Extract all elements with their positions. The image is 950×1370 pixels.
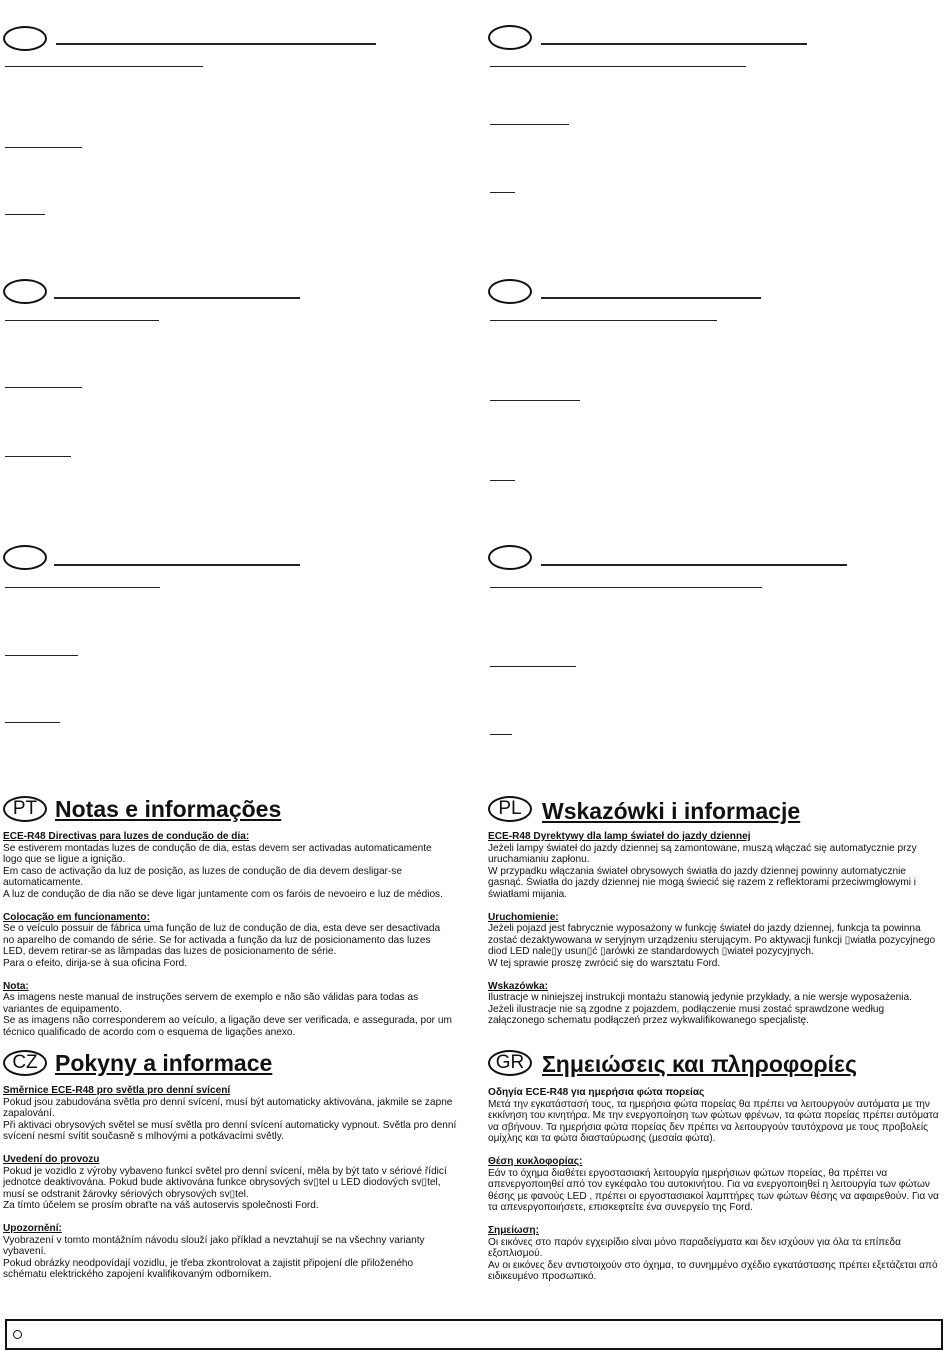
notice-block [3,831,453,901]
subheading-line-placeholder [490,666,576,667]
paragraph: Jeżeli ilustracje nie są zgodne z pojazdem, podłączenie musi zostać sprawdzone według załączonego schematu podłączeń przez wykwalifikowanego specjalistę. [488,1003,885,1027]
subheading-line-placeholder [5,66,203,67]
subheading-line-placeholder [490,66,746,67]
section-body-gr [488,1087,944,1294]
notice-block [3,1154,458,1212]
subheading-line-placeholder [5,387,82,388]
subheading-line-placeholder [5,456,71,457]
notice-block [488,981,940,1027]
subheading-line-placeholder [490,320,717,321]
language-badge-placeholder [488,25,532,50]
language-badge-pt: PT [3,796,47,822]
paragraph: Pokud obrázky neodpovídají vozidlu, je třeba zkontrolovat a zajistit připojení dle přiloženého schématu elektrického zapojení kvalifikovaným odborníkem. [3,1257,414,1281]
paragraph: Para o efeito, dirija-se à sua oficina Ford. [3,957,188,969]
block-heading: ECE-R48 Dyrektywy dla lamp świateł do jazdy dziennej [488,831,751,842]
section-body-cz [3,1085,458,1292]
paragraph: W tej sprawie proszę zwrócić się do warsztatu Ford. [488,957,721,969]
subheading-line-placeholder [490,734,512,735]
subheading-line-placeholder [5,655,78,656]
paragraph: Em caso de activação da luz de posição, as luzes de condução de dia devem desligar-se automaticamente. [3,865,402,889]
language-badge-placeholder [488,545,532,570]
block-heading: ECE-R48 Directivas para luzes de condução de dia: [3,831,250,842]
notice-block [488,831,940,901]
language-badge-cz: CZ [3,1050,47,1076]
paragraph: Vyobrazení v tomto montážním návodu slouží jako příklad a nevztahují se na všechny varianty vybavení. [3,1234,425,1258]
section-title-cz: Pokyny a informace [55,1050,273,1076]
heading-line-placeholder [541,564,847,566]
heading-line-placeholder [54,564,300,566]
paragraph: Jeżeli pojazd jest fabrycznie wyposażony w funkcję świateł do jazdy dziennej, funkcja ta powinna zostać dezaktywowana w seryjnym urządzeniu sterującym. Po aktywacji funkcji ▯wiatła pozycyjnego diod LED nale▯y usun▯ć ▯arówki ze standardowych ▯wiateł pozycyjnych. [488,923,936,958]
subheading-line-placeholder [490,400,580,401]
notice-block [3,1223,458,1281]
block-heading: Οδηγία ECE-R48 για ημερήσια φώτα πορείας [488,1087,705,1098]
subheading-line-placeholder [5,722,60,723]
paragraph: Za tímto účelem se prosím obraťte na váš autoservis společnosti Ford. [3,1200,319,1212]
paragraph: Εάν το όχημα διαθέτει εργοστασιακή λειτουργία ημερήσιων φώτων πορείας, θα πρέπει να απενεργοποιηθεί από τον εγκέφαλο του αυτοκινήτου. Για να ενεργοποιηθεί η λειτουργία των φώτων θέσης με φανούς LED , πρέπει οι εργοστασιακοί λαμπτήρες των φώτων θέσης να αφαιρεθούν. Για να τα απενεργοποιήσετε, επισκεφτείτε ένα συνεργείο της Ford. [488,1167,939,1214]
subheading-line-placeholder [490,480,515,481]
subheading-line-placeholder [490,124,569,125]
language-badge-placeholder [488,279,532,304]
block-heading: Upozornění: [3,1222,62,1234]
heading-line-placeholder [541,43,807,45]
subheading-line-placeholder [5,147,82,148]
notice-block [3,912,453,970]
subheading-line-placeholder [5,587,160,588]
paragraph: Ilustracje w niniejszej instrukcji montażu stanowią jedynie przykłady, a nie wersje wyposażenia. [488,992,912,1004]
block-heading: Σημείωση: [488,1224,539,1236]
block-heading: Uruchomienie: [488,911,559,923]
block-heading: Colocação em funcionamento: [3,911,150,923]
section-title-gr: Σημειώσεις και πληροφορίες [542,1051,857,1077]
paragraph: Se as imagens não corresponderem ao veículo, a ligação deve ser verificada, e assegurada, por um técnico qualificado de acordo com o esquema de ligações anexo. [3,1015,452,1038]
notice-block [488,912,940,970]
section-title-pt: Notas e informações [55,796,282,822]
paragraph: A luz de condução de dia não se deve ligar juntamente com os faróis de nevoeiro e luz de médios. [3,888,443,900]
block-heading: Θέση κυκλοφορίας: [488,1155,583,1167]
notice-block [3,1085,458,1143]
paragraph: Se o veículo possuir de fábrica uma função de luz de condução de dia, esta deve ser desactivada no aparelho de comando de série. Se for activada a função da luz de posicionamento das luzes LED, devem retirar-se as lâmpadas das luzes de posicionamento de série. [3,923,441,958]
section-body-pl [488,831,940,1038]
notice-block [3,981,453,1039]
paragraph: W przypadku włączania świateł obrysowych światła do jazdy dziennej powinny automatycznie gasnąć. Światła do jazdy dziennej nie mogą świecić się razem z reflektorami przeciwmgłowymi i światłami mijania. [488,865,917,900]
language-badge-placeholder [3,26,47,51]
paragraph: Αν οι εικόνες δεν αντιστοιχούν στο όχημα, το συνημμένο σχέδιο εγκατάστασης πρέπει εξετάζεται από ειδικευμένο προσωπικό. [488,1259,938,1283]
paragraph: As imagens neste manual de instruções servem de exemplo e não são válidas para todas as variantes de equipamento. [3,992,419,1015]
subheading-line-placeholder [5,214,45,215]
block-heading: Uvedení do provozu [3,1153,100,1165]
paragraph: Μετά την εγκατάστασή τους, τα ημερήσια φώτα πορείας θα πρέπει να λειτουργούν αυτόματα με την εκκίνηση του κινητήρα. Με την ενεργοποίηση των φώτων φρένων, τα φώτα πορείας πρέπει αυτόματα να σβήνουν. Τα ημερήσια φώτα πορείας δεν πρέπει να λειτουργούν ταυτόχρονα με τους προβολείς ομίχλης και τα φώτα διασταύρωσης (μεσαία φώτα). [488,1098,939,1145]
subheading-line-placeholder [490,192,515,193]
section-body-pt [3,831,453,1050]
heading-line-placeholder [56,43,376,45]
heading-line-placeholder [54,297,300,299]
paragraph: Se estiverem montadas luzes de condução de dia, estas devem ser activadas automaticamente logo que se ligue a ignição. [3,842,432,866]
footer-box [5,1319,943,1350]
language-badge-placeholder [3,545,47,570]
paragraph: Pokud jsou zabudována světla pro denní svícení, musí být automaticky aktivována, jakmile se zapne zapalování. [3,1096,453,1120]
subheading-line-placeholder [5,320,159,321]
block-heading: Směrnice ECE-R48 pro světla pro denní svícení [3,1085,231,1096]
notice-block [488,1087,944,1145]
language-badge-pl: PL [488,796,532,822]
paragraph: Jeżeli lampy świateł do jazdy dziennej są zamontowane, muszą włączać się automatycznie przy uruchamianiu zapłonu. [488,842,917,866]
heading-line-placeholder [541,297,761,299]
section-title-pl: Wskazówki i informacje [542,798,801,824]
block-heading: Nota: [3,980,29,992]
block-heading: Wskazówka: [488,980,549,992]
paragraph: Οι εικόνες στο παρόν εγχειρίδιο είναι μόνο παραδείγματα και δεν ισχύουν για όλα τα επίπεδα εξοπλισμού. [488,1236,901,1260]
language-badge-gr: GR [488,1050,532,1076]
notice-block [488,1225,944,1283]
subheading-line-placeholder [490,587,762,588]
paragraph: Pokud je vozidlo z výroby vybaveno funkcí světel pro denní svícení, měla by být tato v sériové řídicí jednotce deaktivována. Pokud bude aktivována funkce obrysových sv▯tel u LED diodových sv▯tel, musí se odstranit žárovky sériových obrysových sv▯tel. [3,1165,447,1200]
notice-block [488,1156,944,1214]
language-badge-placeholder [3,279,47,304]
paragraph: Při aktivaci obrysových světel se musí světla pro denní svícení automaticky vypnout. Světla pro denní svícení nesmí svítit současně s mlhovými a potkávacími světly. [3,1119,457,1143]
circle-icon [13,1330,22,1339]
